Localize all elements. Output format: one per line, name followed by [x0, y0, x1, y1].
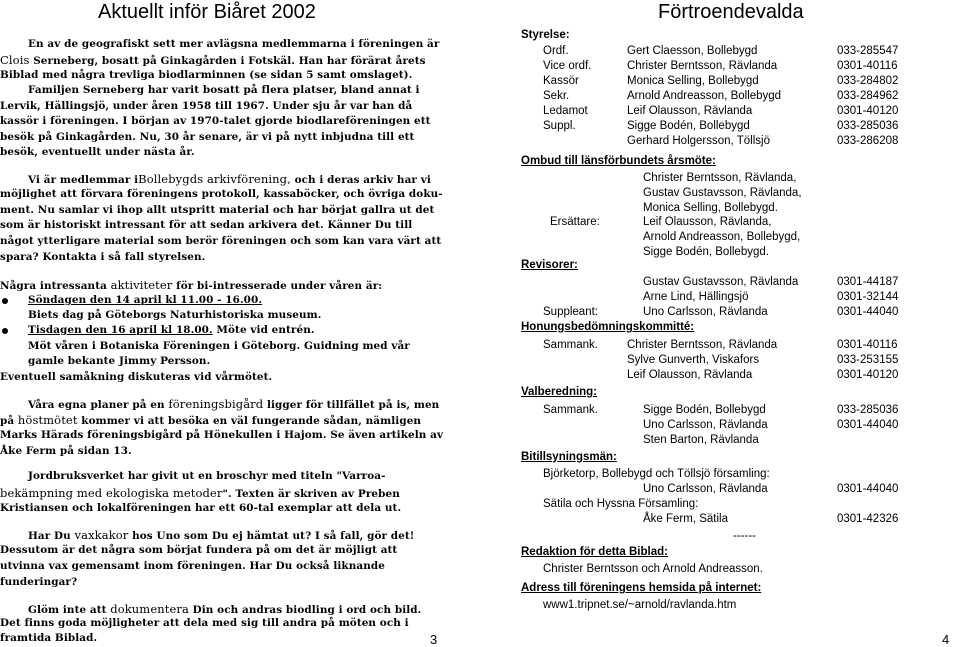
- activities-text: Några intressanta: [0, 280, 107, 292]
- revisorer-heading: Revisorer:: [521, 259, 578, 271]
- para3-word: höstmötet: [17, 413, 78, 427]
- board-role: Sekr.: [543, 90, 570, 102]
- para3-line: Marks Härads föreningsbigård på Hönekullen i Hajom. Se även artikeln av: [0, 429, 444, 441]
- para5-line: utvinna vax gemensamt inom föreningen. Har Du också liknande: [0, 560, 385, 572]
- bullet-icon: [2, 328, 8, 334]
- valberedning-heading: Valberedning:: [521, 386, 598, 398]
- bullet-icon: [2, 298, 8, 304]
- para6-line: framtida Biblad.: [0, 632, 98, 644]
- board-heading: Styrelse:: [521, 29, 570, 41]
- board-role: Vice ordf.: [543, 60, 592, 72]
- board-role: Suppl.: [543, 120, 576, 132]
- board-phone: 033-285547: [837, 45, 899, 57]
- para3-line: [28, 397, 439, 411]
- left-page-title: Aktuellt inför Biåret 2002: [98, 1, 316, 23]
- para1-line: [0, 53, 426, 67]
- activity2-line: [28, 324, 315, 336]
- para1-text: Serneberg, bosatt på Ginkagården i Fotskäl. Han har förärat årets: [33, 55, 426, 67]
- para5-line: Dessutom är det några som börjat fundera på om det är möjligt att: [0, 544, 398, 556]
- para3-line: Åke Ferm på sidan 13.: [0, 445, 132, 457]
- bitill-area: Björketorp, Bollebygd och Töllsjö församling:: [543, 468, 770, 480]
- board-phone: 033-285036: [837, 120, 899, 132]
- para2-line: som är historiskt intressant för att sedan arkivera det. Känner Du till: [0, 219, 413, 231]
- page-number-right: 4: [942, 632, 950, 647]
- revisor-phone: 0301-44187: [837, 276, 899, 288]
- board-phone: 033-286208: [837, 135, 899, 147]
- activity-note: Eventuell samåkning diskuteras vid vårmötet.: [0, 371, 273, 383]
- para1-prefix: Clois: [0, 53, 30, 67]
- para4-line: Kristiansen och lokalföreningen har ett 60-tal exemplar att dela ut.: [0, 502, 402, 514]
- ersattare-label: Ersättare:: [550, 216, 600, 228]
- honung-name: Sylve Gunverth, Viskafors: [627, 354, 760, 366]
- activity1-desc: Biets dag på Göteborgs Naturhistoriska museum.: [28, 309, 322, 321]
- redaktion-heading: Redaktion för detta Biblad:: [521, 546, 668, 558]
- adress-heading: Adress till föreningens hemsida på internet:: [521, 582, 762, 594]
- redaktion-names: Christer Berntsson och Arnold Andreasson.: [543, 563, 763, 575]
- para2-line: något ytterligare material som berör föreningen och som kan vara värt att: [0, 235, 442, 247]
- revisor-name: Arne Lind, Hällingsjö: [643, 291, 749, 303]
- para3-word: föreningsbigård: [168, 397, 264, 411]
- bitill-heading: Bitillsyningsmän:: [521, 451, 617, 463]
- ersattare-name: Arnold Andreasson, Bollebygd,: [643, 231, 801, 243]
- para1-line: besök, eventuellt under nästa år.: [0, 146, 195, 158]
- para3-line: [0, 413, 421, 427]
- para5-text: Har Du: [28, 530, 71, 542]
- para3-text: Våra egna planer på en: [28, 399, 165, 411]
- para3-text: på: [0, 415, 15, 427]
- para6-text: Glöm inte att: [28, 604, 107, 616]
- revisor-phone: 0301-44040: [837, 306, 899, 318]
- para5-line: [28, 528, 414, 542]
- homepage-link[interactable]: www1.tripnet.se/~arnold/ravlanda.htm: [543, 599, 737, 611]
- bitill-phone: 0301-42326: [837, 513, 899, 525]
- para1-line: besök på Ginkagården. Nu, 30 år senare, är vi på nytt inbjudna till ett: [0, 131, 415, 143]
- para6-line: Det finns goda möjligheter att dela med sig till andra på möten och i: [0, 617, 409, 629]
- board-phone: 033-284802: [837, 75, 899, 87]
- para5-text: hos Uno som Du ej hämtat ut? I så fall, gör det!: [132, 530, 415, 542]
- separator-dashes: ------: [733, 530, 756, 542]
- para6-line: [28, 602, 421, 616]
- para4-line: [0, 486, 400, 500]
- activity2-date: Tisdagen den 16 april kl 18.00.: [28, 324, 213, 336]
- board-name: Gert Claesson, Bollebygd: [627, 45, 758, 57]
- board-role: Ledamot: [543, 105, 588, 117]
- para5-word: vaxkakor: [74, 528, 129, 542]
- board-name: Sigge Bodén, Bollebygd: [627, 120, 750, 132]
- page-number-left: 3: [430, 632, 438, 647]
- activities-text: för bi-intresserade under våren är:: [176, 280, 383, 292]
- board-name: Monica Selling, Bollebygd: [627, 75, 759, 87]
- para6-text: Din och andras biodling i ord och bild.: [192, 604, 422, 616]
- board-name: Arnold Andreasson, Bollebygd: [627, 90, 782, 102]
- right-page-title: Förtroendevalda: [658, 1, 804, 23]
- board-phone: 033-284962: [837, 90, 899, 102]
- valberedning-phone: 033-285036: [837, 404, 899, 416]
- ombud-name: Christer Berntsson, Rävlanda,: [643, 172, 797, 184]
- valberedning-name: Uno Carlsson, Rävlanda: [643, 419, 768, 431]
- para5-line: funderingar?: [0, 576, 78, 588]
- honung-phone: 0301-40116: [837, 339, 898, 351]
- activity2-desc: gamle bekante Jimmy Persson.: [28, 355, 211, 367]
- activity2-desc: Möt våren i Botaniska Föreningen i Göteborg. Guidning med vår: [28, 340, 410, 352]
- board-phone: 0301-40116: [837, 60, 898, 72]
- para2-line: spara? Kontakta i så fall styrelsen.: [0, 251, 206, 263]
- para2-text: Vi är medlemmar i: [28, 174, 139, 186]
- honung-phone: 033-253155: [837, 354, 899, 366]
- para2-text: och i deras arkiv har vi: [294, 174, 431, 186]
- valberedning-role: Sammank.: [543, 404, 598, 416]
- valberedning-phone: 0301-44040: [837, 419, 899, 431]
- para1-line: En av de geografiskt sett mer avlägsna medlemmarna i föreningen är: [28, 38, 440, 50]
- para2-line: möjlighet att förvara föreningens protokoll, kassaböcker, och övriga doku-: [0, 188, 443, 200]
- para1-line: kassör i föreningen. I början av 1970-talet gjorde biodlareföreningen ett: [0, 115, 431, 127]
- revisor-name: Uno Carlsson, Rävlanda: [643, 306, 768, 318]
- para2-society: Bollebygds arkivförening,: [138, 172, 291, 186]
- board-role: Ordf.: [543, 45, 569, 57]
- ombud-name: Monica Selling, Bollebygd.: [643, 202, 778, 214]
- para2-line: ment. Nu samlar vi ihop allt utspritt material och har börjat gallra ut det: [0, 204, 435, 216]
- activities-word: aktiviteter: [110, 278, 173, 292]
- activities-intro: [0, 278, 382, 292]
- para1-line: Biblad med några trevliga biodlarminnen (se sidan 5 samt omslaget).: [0, 69, 413, 81]
- bitill-area: Sätila och Hyssna Församling:: [543, 498, 699, 510]
- activity2-after: Möte vid entrén.: [216, 324, 315, 336]
- para4-method: bekämpning med ekologiska metoder: [0, 486, 223, 500]
- bitill-phone: 0301-44040: [837, 483, 899, 495]
- board-role: Kassör: [543, 75, 579, 87]
- valberedning-name: Sten Barton, Rävlanda: [643, 434, 759, 446]
- para2-line: [28, 172, 431, 186]
- board-name: Gerhard Holgersson, Töllsjö: [627, 135, 770, 147]
- revisor-phone: 0301-32144: [837, 291, 899, 303]
- valberedning-name: Sigge Bodén, Bollebygd: [643, 404, 766, 416]
- board-name: Leif Olausson, Rävlanda: [627, 105, 753, 117]
- board-phone: 0301-40120: [837, 105, 899, 117]
- activity1-date: Söndagen den 14 april kl 11.00 - 16.00.: [28, 294, 263, 306]
- honung-heading: Honungsbedömningskommitté:: [521, 321, 695, 333]
- bitill-name: Åke Ferm, Sätila: [643, 513, 728, 525]
- honung-name: Christer Berntsson, Rävlanda: [627, 339, 778, 351]
- para3-text: ligger för tillfället på is, men: [266, 399, 440, 411]
- para1-line: Lervik, Hällingsjö, under åren 1958 till 1967. Under sju år var han då: [0, 100, 413, 112]
- ombud-heading: Ombud till länsförbundets årsmöte:: [521, 155, 716, 167]
- para6-word: dokumentera: [110, 602, 189, 616]
- revisor-role: Suppleant:: [543, 306, 598, 318]
- para4-text: ". Texten är skriven av Preben: [222, 488, 400, 500]
- honung-role: Sammank.: [543, 339, 598, 351]
- ombud-name: Gustav Gustavsson, Rävlanda,: [643, 187, 802, 199]
- para1-line: Familjen Serneberg har varit bosatt på flera platser, bland annat i: [28, 84, 420, 96]
- para3-text: kommer vi att besöka en väl fungerande sådan, nämligen: [81, 415, 422, 427]
- bitill-name: Uno Carlsson, Rävlanda: [643, 483, 768, 495]
- para4-line: Jordbruksverket har givit ut en broschyr med titeln "Varroa-: [28, 470, 386, 482]
- board-name: Christer Berntsson, Rävlanda: [627, 60, 778, 72]
- revisor-name: Gustav Gustavsson, Rävlanda: [643, 276, 799, 288]
- honung-phone: 0301-40120: [837, 369, 899, 381]
- ersattare-name: Sigge Bodén, Bollebygd.: [643, 246, 769, 258]
- honung-name: Leif Olausson, Rävlanda: [627, 369, 753, 381]
- ersattare-name: Leif Olausson, Rävlanda,: [643, 216, 772, 228]
